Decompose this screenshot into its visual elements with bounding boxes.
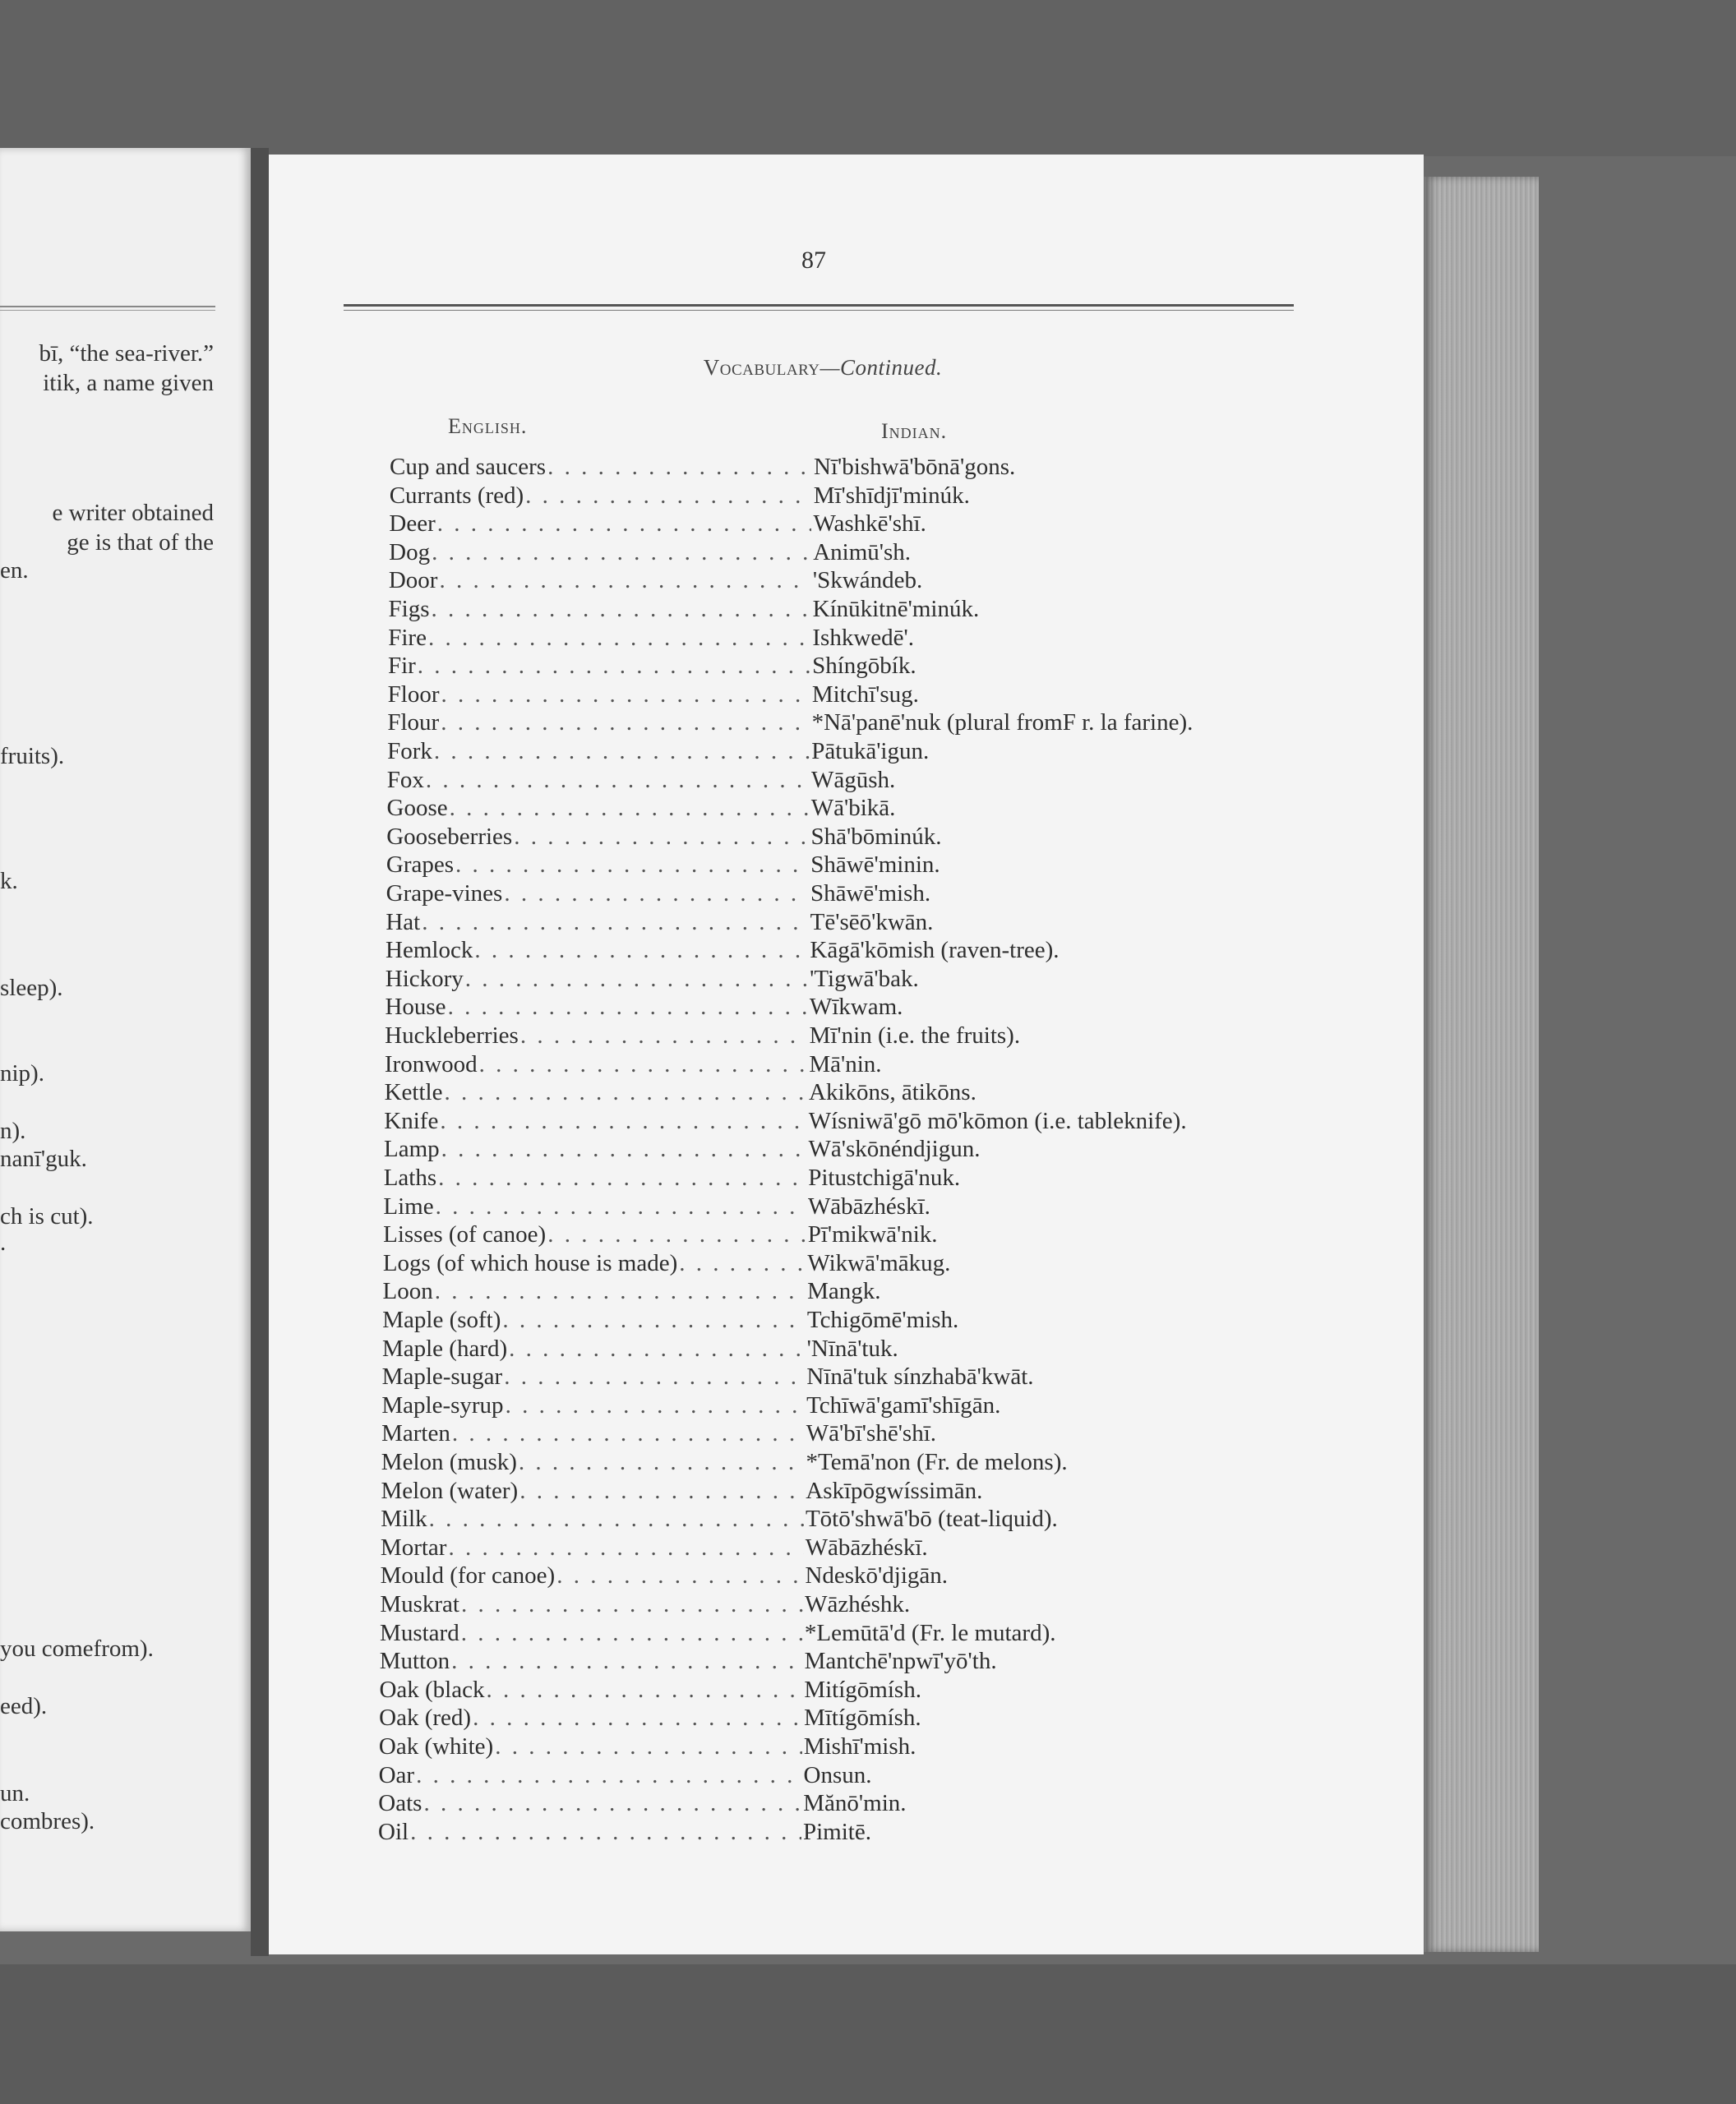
left-page-rule: [0, 306, 215, 311]
english-word: Hickory: [385, 965, 464, 992]
dot-leader: [461, 1591, 803, 1618]
dot-leader: [547, 1221, 806, 1248]
english-word: Mustard: [380, 1619, 459, 1646]
english-word: Logs (of which house is made): [382, 1249, 678, 1276]
vocab-row: [386, 766, 896, 796]
vocab-row: [388, 567, 923, 597]
english-word: Loon: [382, 1278, 433, 1305]
left-line: you comefrom).: [0, 1636, 154, 1662]
english-word: Marten: [381, 1420, 450, 1447]
left-line: ge is that of the: [67, 529, 214, 556]
dot-leader: [519, 1478, 804, 1505]
vocab-row: [379, 1705, 921, 1734]
vocab-row: [384, 1107, 1187, 1137]
left-line: en.: [0, 557, 29, 584]
dot-leader: [452, 1420, 805, 1447]
indian-word: Pātukā'igun.: [811, 738, 930, 764]
indian-word: *Temā'non (Fr. de melons).: [806, 1449, 1068, 1475]
indian-word: Shíngōbík.: [812, 653, 916, 680]
english-word: Maple-sugar: [381, 1363, 503, 1391]
english-word: Dog: [389, 538, 431, 565]
indian-word: Kāgā'kōmish (raven-tree).: [810, 937, 1060, 964]
dot-leader: [437, 510, 812, 538]
dot-leader: [422, 909, 808, 936]
english-word: Mortar: [380, 1534, 447, 1561]
section-title-main: Vocabulary: [703, 355, 820, 380]
dot-leader: [418, 653, 810, 680]
vocab-row: [378, 1790, 907, 1820]
vocab-row: [384, 1050, 882, 1081]
indian-word: Wābāzhéskī.: [805, 1534, 928, 1561]
vocab-row: [380, 1534, 928, 1564]
english-word: Knife: [384, 1107, 439, 1134]
vocab-row: [385, 965, 919, 995]
english-word: Fork: [387, 738, 432, 764]
indian-word: Askīpōgwíssimān.: [806, 1477, 983, 1504]
english-word: Milk: [381, 1506, 427, 1533]
dot-leader: [438, 1165, 806, 1192]
english-word: Melon (musk): [381, 1449, 517, 1475]
dot-leader: [461, 1620, 803, 1647]
dot-leader: [439, 567, 810, 594]
indian-word: Mangk.: [807, 1278, 881, 1305]
vocab-row: [380, 1619, 1056, 1650]
vocab-row: [383, 1193, 930, 1223]
indian-word: 'Skwándeb.: [812, 567, 923, 594]
vocab-row: [381, 1391, 1001, 1422]
dot-leader: [428, 625, 810, 652]
left-line: fruits).: [0, 743, 65, 769]
english-word: Currants (red): [389, 482, 524, 509]
vocab-row: [385, 994, 903, 1023]
vocab-row: [384, 1136, 981, 1165]
dot-leader: [450, 795, 810, 822]
vocab-row: [383, 1221, 938, 1251]
vocab-row: [382, 1278, 881, 1308]
left-line: n).: [0, 1118, 26, 1144]
vocab-row: [386, 880, 931, 910]
english-word: Maple (hard): [381, 1335, 508, 1362]
english-word: Grape-vines: [386, 880, 503, 907]
indian-word: Animū'sh.: [813, 538, 912, 565]
dot-leader: [432, 596, 811, 623]
english-word: Muskrat: [380, 1591, 459, 1617]
indian-word: 'Tigwā'bak.: [810, 965, 919, 992]
vocab-row: [390, 454, 1016, 483]
left-line: .: [0, 1230, 7, 1256]
dot-leader: [502, 1307, 805, 1334]
dot-leader: [444, 1079, 807, 1106]
indian-word: Wāzhéshk.: [805, 1591, 911, 1617]
english-word: Mutton: [379, 1648, 450, 1675]
indian-word: Wīkwam.: [809, 994, 903, 1021]
indian-word: Wā'bī'shē'shī.: [806, 1420, 937, 1447]
dot-leader: [556, 1562, 803, 1590]
indian-word: Mā'nin.: [809, 1050, 882, 1077]
vocab-row: [381, 1506, 1058, 1535]
page-number: 87: [801, 247, 826, 274]
indian-word: Mī'nin (i.e. the fruits).: [809, 1022, 1021, 1049]
indian-word: Tē'sēō'kwān.: [810, 908, 934, 935]
left-line: bī, “the sea-river.”: [39, 340, 214, 367]
dot-leader: [495, 1733, 802, 1760]
indian-word: Ishkwedē'.: [812, 624, 914, 651]
indian-word: Wāgūsh.: [811, 766, 896, 793]
column-header-english: English.: [448, 414, 528, 438]
indian-word: Kínūkitnē'minúk.: [812, 596, 980, 622]
left-line: e writer obtained: [52, 500, 214, 526]
english-word: Fox: [386, 766, 424, 793]
english-word: Lisses (of canoe): [383, 1221, 547, 1248]
left-line: eed).: [0, 1693, 48, 1719]
background-bottom: [0, 1964, 1736, 2104]
english-word: Lime: [383, 1193, 434, 1220]
dot-leader: [514, 824, 809, 851]
dot-leader: [410, 1819, 801, 1846]
vocab-row: [378, 1733, 916, 1763]
section-title-continued: —Continued.: [820, 355, 943, 380]
left-line: sleep).: [0, 975, 63, 1001]
english-word: Oak (white): [378, 1733, 494, 1760]
dot-leader: [519, 1449, 805, 1476]
english-word: Gooseberries: [386, 823, 513, 850]
left-line: nanī'guk.: [0, 1146, 87, 1172]
vocab-row: [381, 1477, 983, 1507]
left-page: [0, 148, 251, 1931]
english-word: Hemlock: [386, 937, 473, 964]
indian-word: Onsun.: [803, 1761, 872, 1788]
dot-leader: [435, 1278, 806, 1305]
dot-leader: [434, 738, 810, 765]
english-word: Maple-syrup: [381, 1391, 504, 1419]
vocab-row: [386, 823, 942, 853]
vocab-row: [385, 1022, 1021, 1052]
dot-leader: [436, 1193, 806, 1220]
left-line: ch is cut).: [0, 1203, 94, 1230]
english-word: Melon (water): [381, 1477, 519, 1504]
english-word: Oats: [378, 1790, 422, 1817]
english-word: Fir: [387, 653, 416, 680]
english-word: Deer: [389, 510, 436, 538]
dot-leader: [416, 1762, 801, 1789]
indian-word: Mitchī'sug.: [811, 681, 919, 708]
vocab-row: [380, 1562, 948, 1592]
english-word: Oar: [378, 1761, 415, 1788]
indian-word: Tōtō'shwā'bō (teat-liquid).: [805, 1506, 1058, 1533]
dot-leader: [448, 994, 808, 1021]
vocab-row: [381, 1335, 898, 1365]
vocab-row: [378, 1818, 871, 1848]
english-word: House: [385, 994, 446, 1021]
dot-leader: [440, 1108, 806, 1135]
dot-leader: [441, 1136, 807, 1163]
indian-word: Akikōns, ātikōns.: [809, 1079, 976, 1106]
vocab-row: [379, 1676, 921, 1706]
english-word: Goose: [386, 795, 448, 822]
english-word: Fire: [388, 624, 427, 651]
dot-leader: [426, 767, 810, 794]
english-word: Cup and saucers: [390, 454, 547, 480]
english-word: Oil: [378, 1818, 409, 1845]
dot-leader: [451, 1648, 802, 1675]
vocab-row: [384, 1079, 976, 1109]
indian-word: *Lemūtā'd (Fr. le mutard).: [804, 1619, 1056, 1646]
dot-leader: [509, 1336, 805, 1363]
indian-word: Wābāzhéskī.: [807, 1193, 930, 1220]
dot-leader: [479, 1051, 808, 1078]
vocab-row: [379, 1648, 997, 1677]
vocab-row: [386, 908, 934, 939]
dot-leader: [441, 681, 810, 708]
english-word: Maple (soft): [382, 1307, 501, 1333]
indian-word: Mī'shīdjī'minúk.: [813, 482, 970, 509]
dot-leader: [432, 539, 811, 566]
dot-leader: [465, 966, 808, 993]
indian-word: Tchigōmē'mish.: [806, 1307, 959, 1333]
indian-word: Washkē'shī.: [813, 510, 926, 538]
english-word: Grapes: [386, 851, 455, 879]
vocab-row: [389, 482, 970, 512]
indian-word: *Nā'panē'nuk (plural fromF r. la farine).: [811, 709, 1194, 736]
vocab-row: [378, 1761, 872, 1792]
vocab-row: [383, 1165, 961, 1194]
vocab-row: [381, 1449, 1068, 1479]
dot-leader: [679, 1250, 806, 1277]
indian-word: Nī'bishwā'bōnā'gons.: [814, 454, 1016, 480]
english-word: Flour: [387, 709, 440, 736]
english-word: Lamp: [384, 1136, 440, 1163]
english-word: Huckleberries: [385, 1022, 519, 1049]
indian-word: Wikwā'mākug.: [807, 1249, 951, 1276]
indian-word: Shāwē'minin.: [810, 851, 940, 879]
english-word: Ironwood: [384, 1050, 478, 1077]
english-word: Laths: [383, 1165, 437, 1191]
vocab-row: [389, 538, 912, 569]
vocab-row: [381, 1363, 1034, 1393]
indian-word: Mănō'min.: [803, 1790, 907, 1817]
vocab-row: [389, 510, 926, 540]
vocab-row: [387, 681, 919, 711]
background-top: [0, 0, 1736, 156]
dot-leader: [525, 482, 812, 510]
vocab-row: [386, 795, 896, 824]
vocab-row: [386, 937, 1060, 967]
dot-leader: [486, 1677, 802, 1704]
indian-word: Nīnā'tuk sínzhabā'kwāt.: [806, 1363, 1034, 1391]
vocab-row: [388, 624, 914, 654]
dot-leader: [547, 454, 812, 481]
indian-word: Mishī'mish.: [803, 1733, 916, 1760]
left-line: un.: [0, 1780, 30, 1806]
dot-leader: [504, 1363, 805, 1391]
vocab-row: [387, 709, 1194, 739]
dot-leader: [429, 1506, 804, 1533]
dot-leader: [520, 1022, 808, 1050]
left-line: nip).: [0, 1060, 44, 1087]
indian-word: Pī'mikwā'nik.: [807, 1221, 938, 1248]
dot-leader: [441, 709, 810, 736]
indian-word: Wā'skōnéndjigun.: [808, 1136, 981, 1163]
left-line: itik, a name given: [43, 370, 214, 396]
indian-word: Tchīwā'gamī'shīgān.: [806, 1391, 1001, 1419]
indian-word: 'Nīnā'tuk.: [806, 1335, 898, 1362]
english-word: Kettle: [384, 1079, 443, 1106]
vocab-row: [387, 653, 916, 682]
english-word: Oak (black: [379, 1676, 485, 1703]
indian-word: Wā'bikā.: [810, 795, 896, 822]
dot-leader: [504, 880, 809, 907]
english-word: Mould (for canoe): [380, 1562, 556, 1590]
page-edges: [1424, 177, 1539, 1952]
vocab-row: [382, 1249, 951, 1280]
indian-word: Pimitē.: [803, 1818, 871, 1845]
indian-word: Mītígōmísh.: [804, 1705, 921, 1732]
dot-leader: [474, 937, 808, 964]
left-line: k.: [0, 868, 18, 894]
section-title: [0, 355, 1736, 381]
english-word: Figs: [388, 596, 430, 622]
english-word: Hat: [386, 908, 421, 935]
indian-word: Mantchē'npwī'yō'th.: [804, 1648, 997, 1675]
dot-leader: [473, 1705, 802, 1732]
dot-leader: [455, 851, 809, 879]
english-word: Door: [388, 567, 438, 594]
indian-word: Shā'bōminúk.: [810, 823, 942, 850]
english-word: Oak (red): [379, 1705, 472, 1732]
left-line: combres).: [0, 1808, 95, 1834]
vocab-row: [388, 596, 980, 625]
dot-leader: [506, 1392, 806, 1419]
dot-leader: [448, 1534, 803, 1562]
indian-word: Wísniwā'gō mō'kōmon (i.e. tableknife).: [808, 1107, 1187, 1134]
indian-word: Ndeskō'djigān.: [805, 1562, 948, 1590]
indian-word: Mitígōmísh.: [804, 1676, 921, 1703]
indian-word: Pitustchigā'nuk.: [808, 1165, 961, 1191]
vocab-row: [381, 1420, 937, 1450]
english-word: Floor: [387, 681, 440, 708]
dot-leader: [423, 1790, 801, 1817]
column-header-indian: Indian.: [881, 419, 948, 443]
indian-word: Shāwē'mish.: [810, 880, 931, 907]
vocab-row: [386, 851, 940, 881]
book-gutter: [251, 148, 269, 1956]
header-rule: [344, 304, 1294, 311]
vocab-row: [387, 738, 930, 768]
vocab-row: [380, 1591, 911, 1621]
vocab-row: [382, 1307, 959, 1336]
